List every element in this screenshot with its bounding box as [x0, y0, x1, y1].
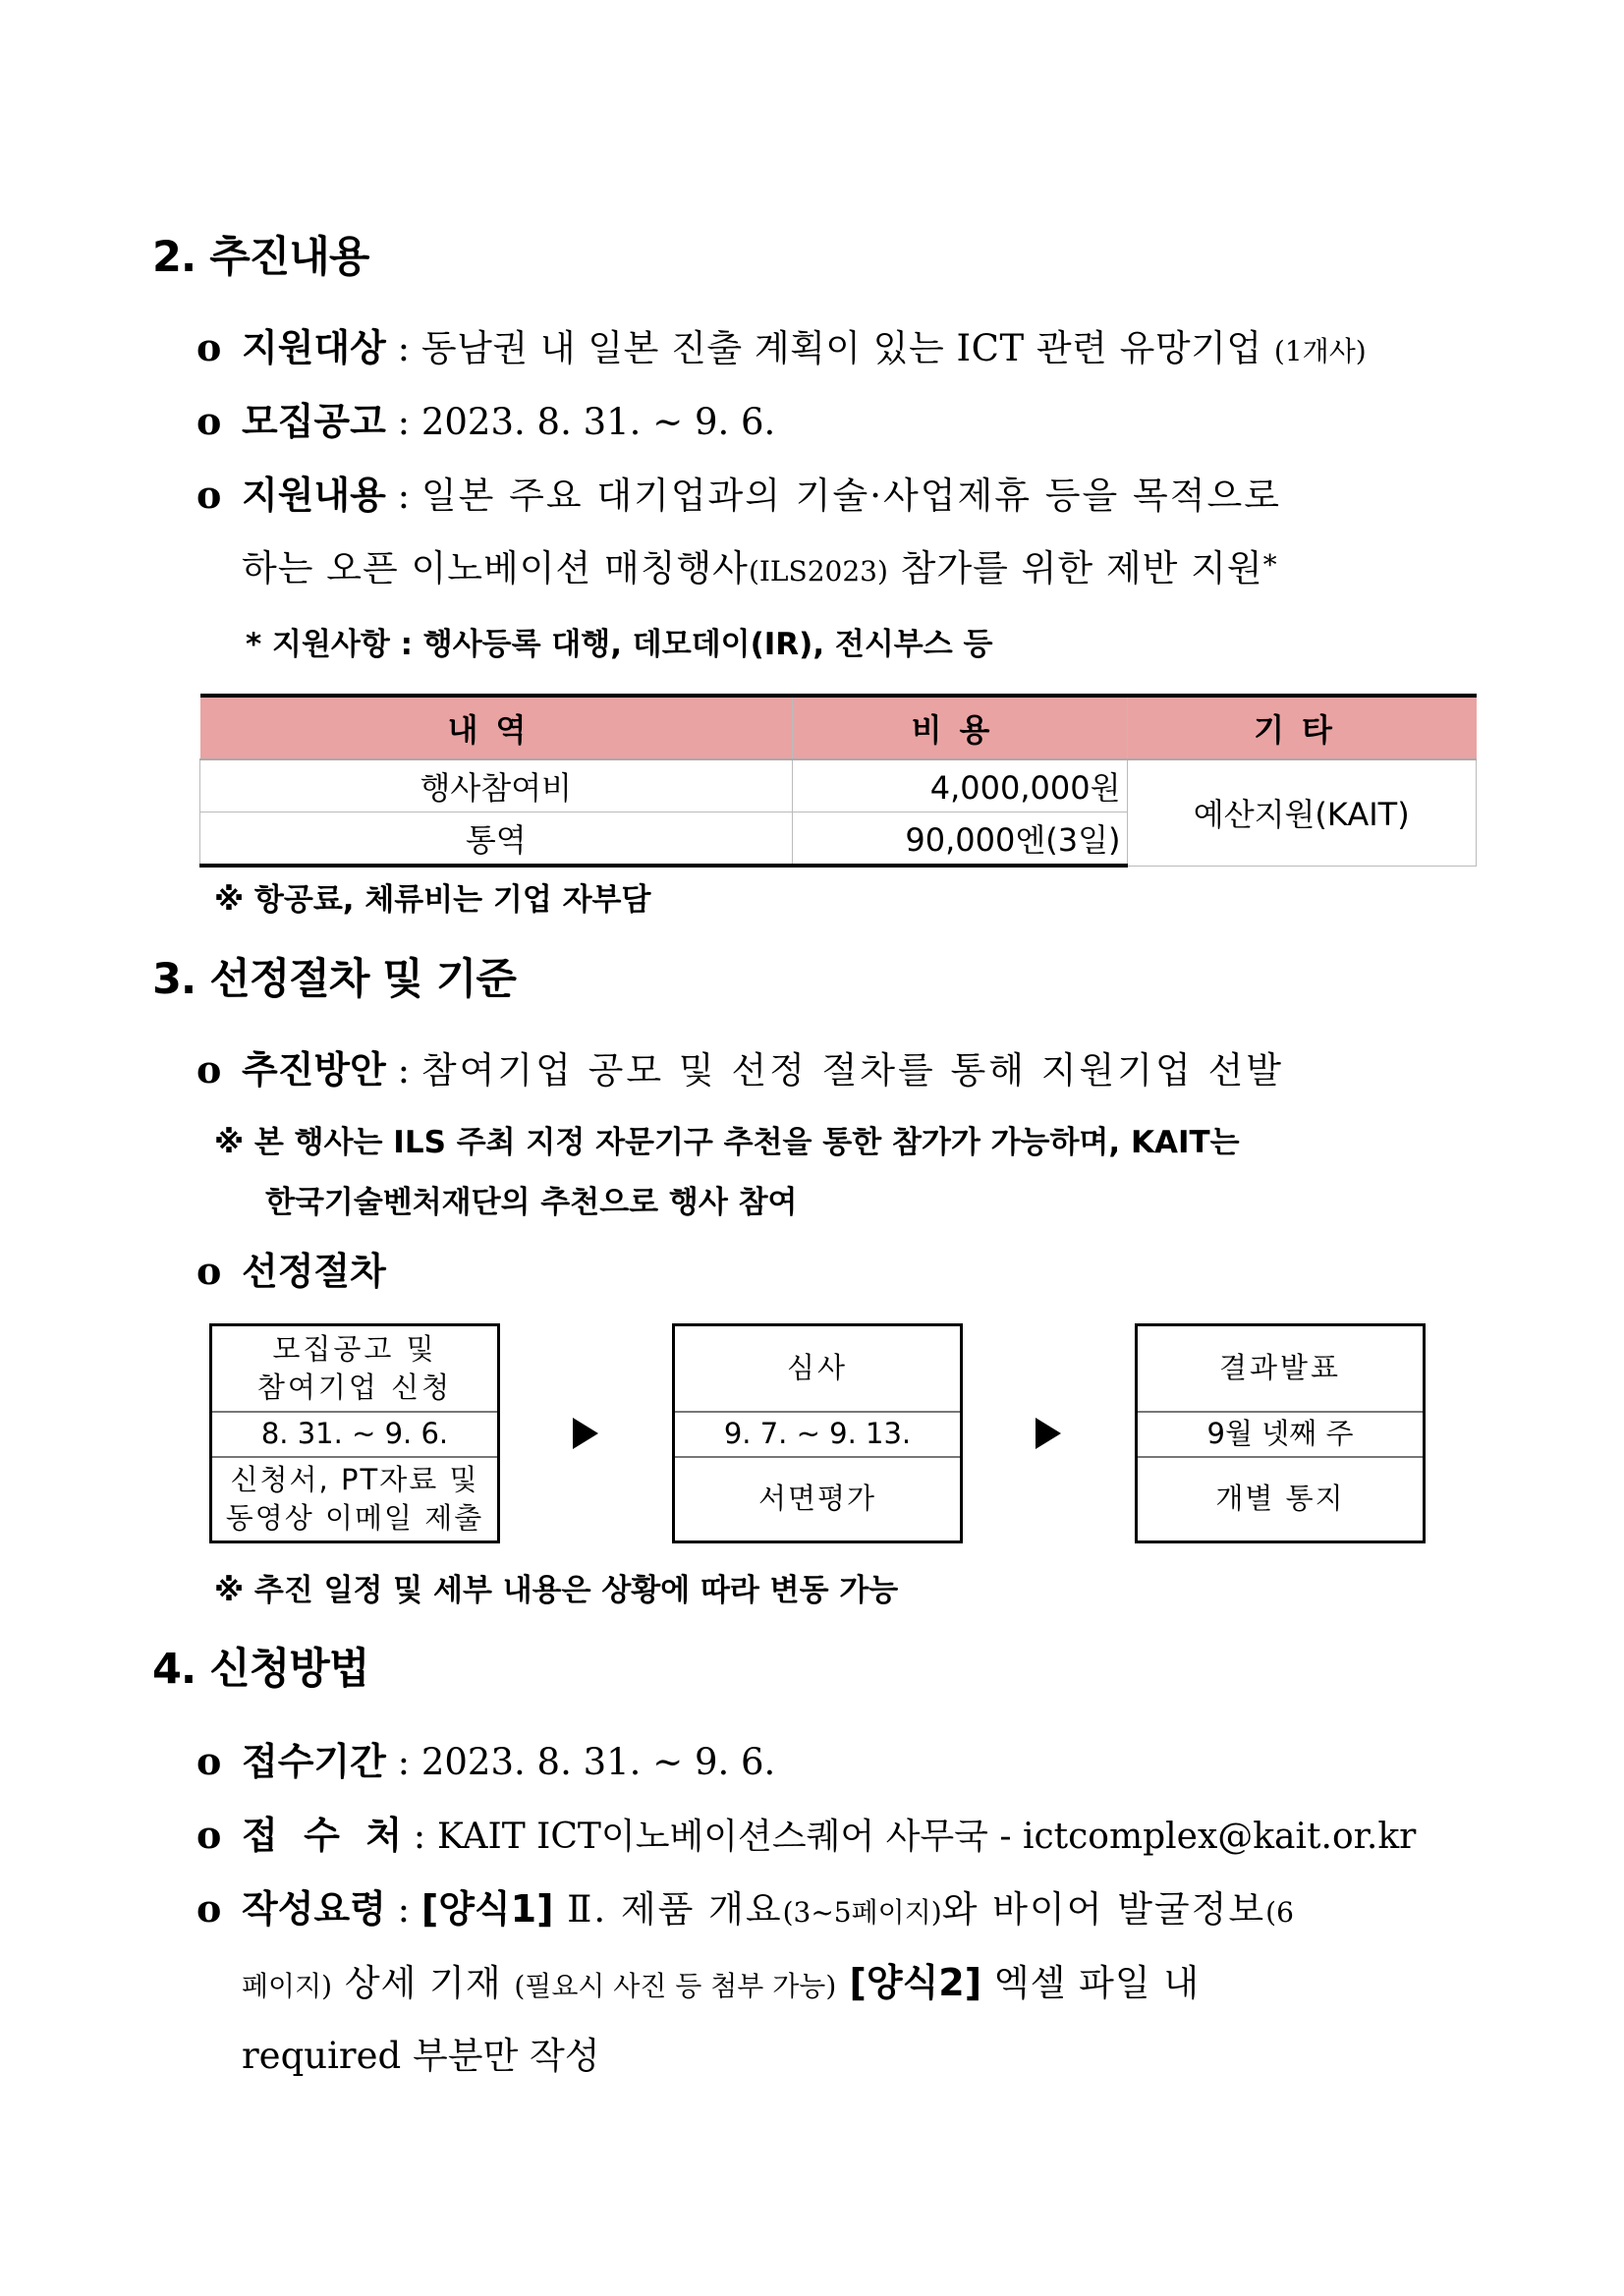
- flow-step-date: 9. 7. ~ 9. 13.: [675, 1413, 960, 1458]
- item-label: 작성요령: [242, 1887, 386, 1931]
- bullet: o: [196, 1886, 222, 1931]
- cost-table: [199, 694, 1477, 868]
- cell-item: 통역: [200, 812, 793, 867]
- cell-cost: 90,000엔(3일): [792, 812, 1127, 867]
- section-4-title: 4. 신청방법: [152, 1645, 369, 1694]
- section-2-title: 2. 추진내용: [152, 233, 369, 282]
- bullet: o: [196, 473, 222, 517]
- section-3-title: 3. 선정절차 및 기준: [152, 955, 516, 1004]
- flow-step-review: [672, 1323, 963, 1543]
- item-text: 동남권 내 일본 진출 계획이 있는 ICT 관련 유망기업: [420, 327, 1274, 369]
- bullet: o: [196, 325, 222, 369]
- flow-step-recruit: [209, 1323, 500, 1543]
- flow-step-detail: 신청서, PT자료 및 동영상 이메일 제출: [225, 1462, 484, 1535]
- flow-footnote: ※ 추진 일정 및 세부 내용은 상황에 따라 변동 가능: [214, 1573, 899, 1608]
- item-text: 2023. 8. 31. ~ 9. 6.: [420, 1741, 776, 1783]
- table-header-row: [200, 696, 1477, 759]
- ils-note-line1: ※ 본 행사는 ILS 주최 지정 자문기구 추천을 통한 참가가 가능하며, KAIT는: [214, 1125, 1240, 1160]
- bullet: o: [196, 1249, 222, 1293]
- cell-item: 행사참여비: [200, 759, 793, 812]
- bullet: o: [196, 1813, 222, 1857]
- list-item-support-content: o 지원내용 : 일본 주요 대기업과의 기술·사업제휴 등을 목적으로: [196, 473, 1281, 517]
- list-item-guidelines: o 작성요령 : [양식1] Ⅱ. 제품 개요(3~5페이지)와 바이어 발굴정보(6: [196, 1886, 1294, 1931]
- item-label: 추진방안: [242, 1048, 386, 1092]
- bullet: o: [196, 399, 222, 443]
- list-item-recruit-notice: o 모집공고 : 2023. 8. 31. ~ 9. 6.: [196, 399, 776, 443]
- item-text: 2023. 8. 31. ~ 9. 6.: [420, 401, 776, 443]
- item-text: 일본 주요 대기업과의 기술·사업제휴 등을 목적으로: [420, 475, 1281, 517]
- item-text: 참여기업 공모 및 선정 절차를 통해 지원기업 선발: [420, 1049, 1285, 1092]
- flow-step-detail: 서면평가: [757, 1482, 877, 1516]
- header-item: 내역: [200, 696, 793, 759]
- item-label: 선정절차: [242, 1250, 386, 1293]
- flow-step-date: 8. 31. ~ 9. 6.: [212, 1413, 497, 1458]
- item-label: 모집공고: [242, 400, 386, 443]
- cell-cost: 4,000,000원: [792, 759, 1127, 812]
- bullet: o: [196, 1739, 222, 1783]
- arrow-right-icon: [573, 1418, 598, 1449]
- item-label: 지원대상: [242, 326, 386, 369]
- flow-step-title: 결과발표: [1138, 1326, 1423, 1413]
- flow-step-title: 심사: [675, 1326, 960, 1413]
- arrow-right-icon: [1036, 1418, 1061, 1449]
- flow-step-detail: 개별 통지: [1215, 1482, 1345, 1516]
- item-label: 지원내용: [242, 474, 386, 517]
- ils-note-line2: 한국기술벤처재단의 추천으로 행사 참여: [265, 1185, 798, 1220]
- header-cost: 비용: [792, 696, 1127, 759]
- flow-step-result: [1135, 1323, 1426, 1543]
- cell-merged-note: 예산지원(KAIT): [1127, 759, 1477, 866]
- bullet: o: [196, 1047, 222, 1092]
- contact-email: KAIT ICT이노베이션스퀘어 사무국 - ictcomplex@kait.or.kr: [437, 1817, 1417, 1857]
- flow-step-title: 모집공고 및 참여기업 신청: [212, 1326, 497, 1413]
- table-row: [200, 759, 1477, 812]
- list-item-guidelines-cont: 페이지) 상세 기재 (필요시 사진 등 첨부 가능) [양식2] 엑셀 파일 내: [242, 1961, 1201, 2004]
- support-footnote: * 지원사항 : 행사등록 대행, 데모데이(IR), 전시부스 등: [246, 627, 993, 662]
- list-item-receiver: o 접 수 처 : KAIT ICT이노베이션스퀘어 사무국 - ictcomplex@kait.or.kr: [196, 1813, 1417, 1857]
- cost-footnote: ※ 항공료, 체류비는 기업 자부담: [214, 882, 651, 918]
- list-item-procedure: [196, 1241, 386, 1295]
- header-etc: 기타: [1127, 696, 1477, 759]
- list-item-guidelines-cont2: required 부분만 작성: [242, 2035, 600, 2077]
- list-item-method: o 추진방안 : 참여기업 공모 및 선정 절차를 통해 지원기업 선발: [196, 1047, 1285, 1092]
- item-label: 접수기간: [242, 1740, 386, 1783]
- item-label: 접 수 처: [242, 1814, 403, 1857]
- list-item-support-content-cont: 하는 오픈 이노베이션 매칭행사(ILS2023) 참가를 위한 제반 지원*: [242, 547, 1277, 589]
- list-item-period: o 접수기간 : 2023. 8. 31. ~ 9. 6.: [196, 1739, 776, 1783]
- list-item-support-target: o 지원대상 : 동남권 내 일본 진출 계획이 있는 ICT 관련 유망기업 (1개사): [196, 325, 1367, 369]
- flow-step-date: 9월 넷째 주: [1138, 1413, 1423, 1458]
